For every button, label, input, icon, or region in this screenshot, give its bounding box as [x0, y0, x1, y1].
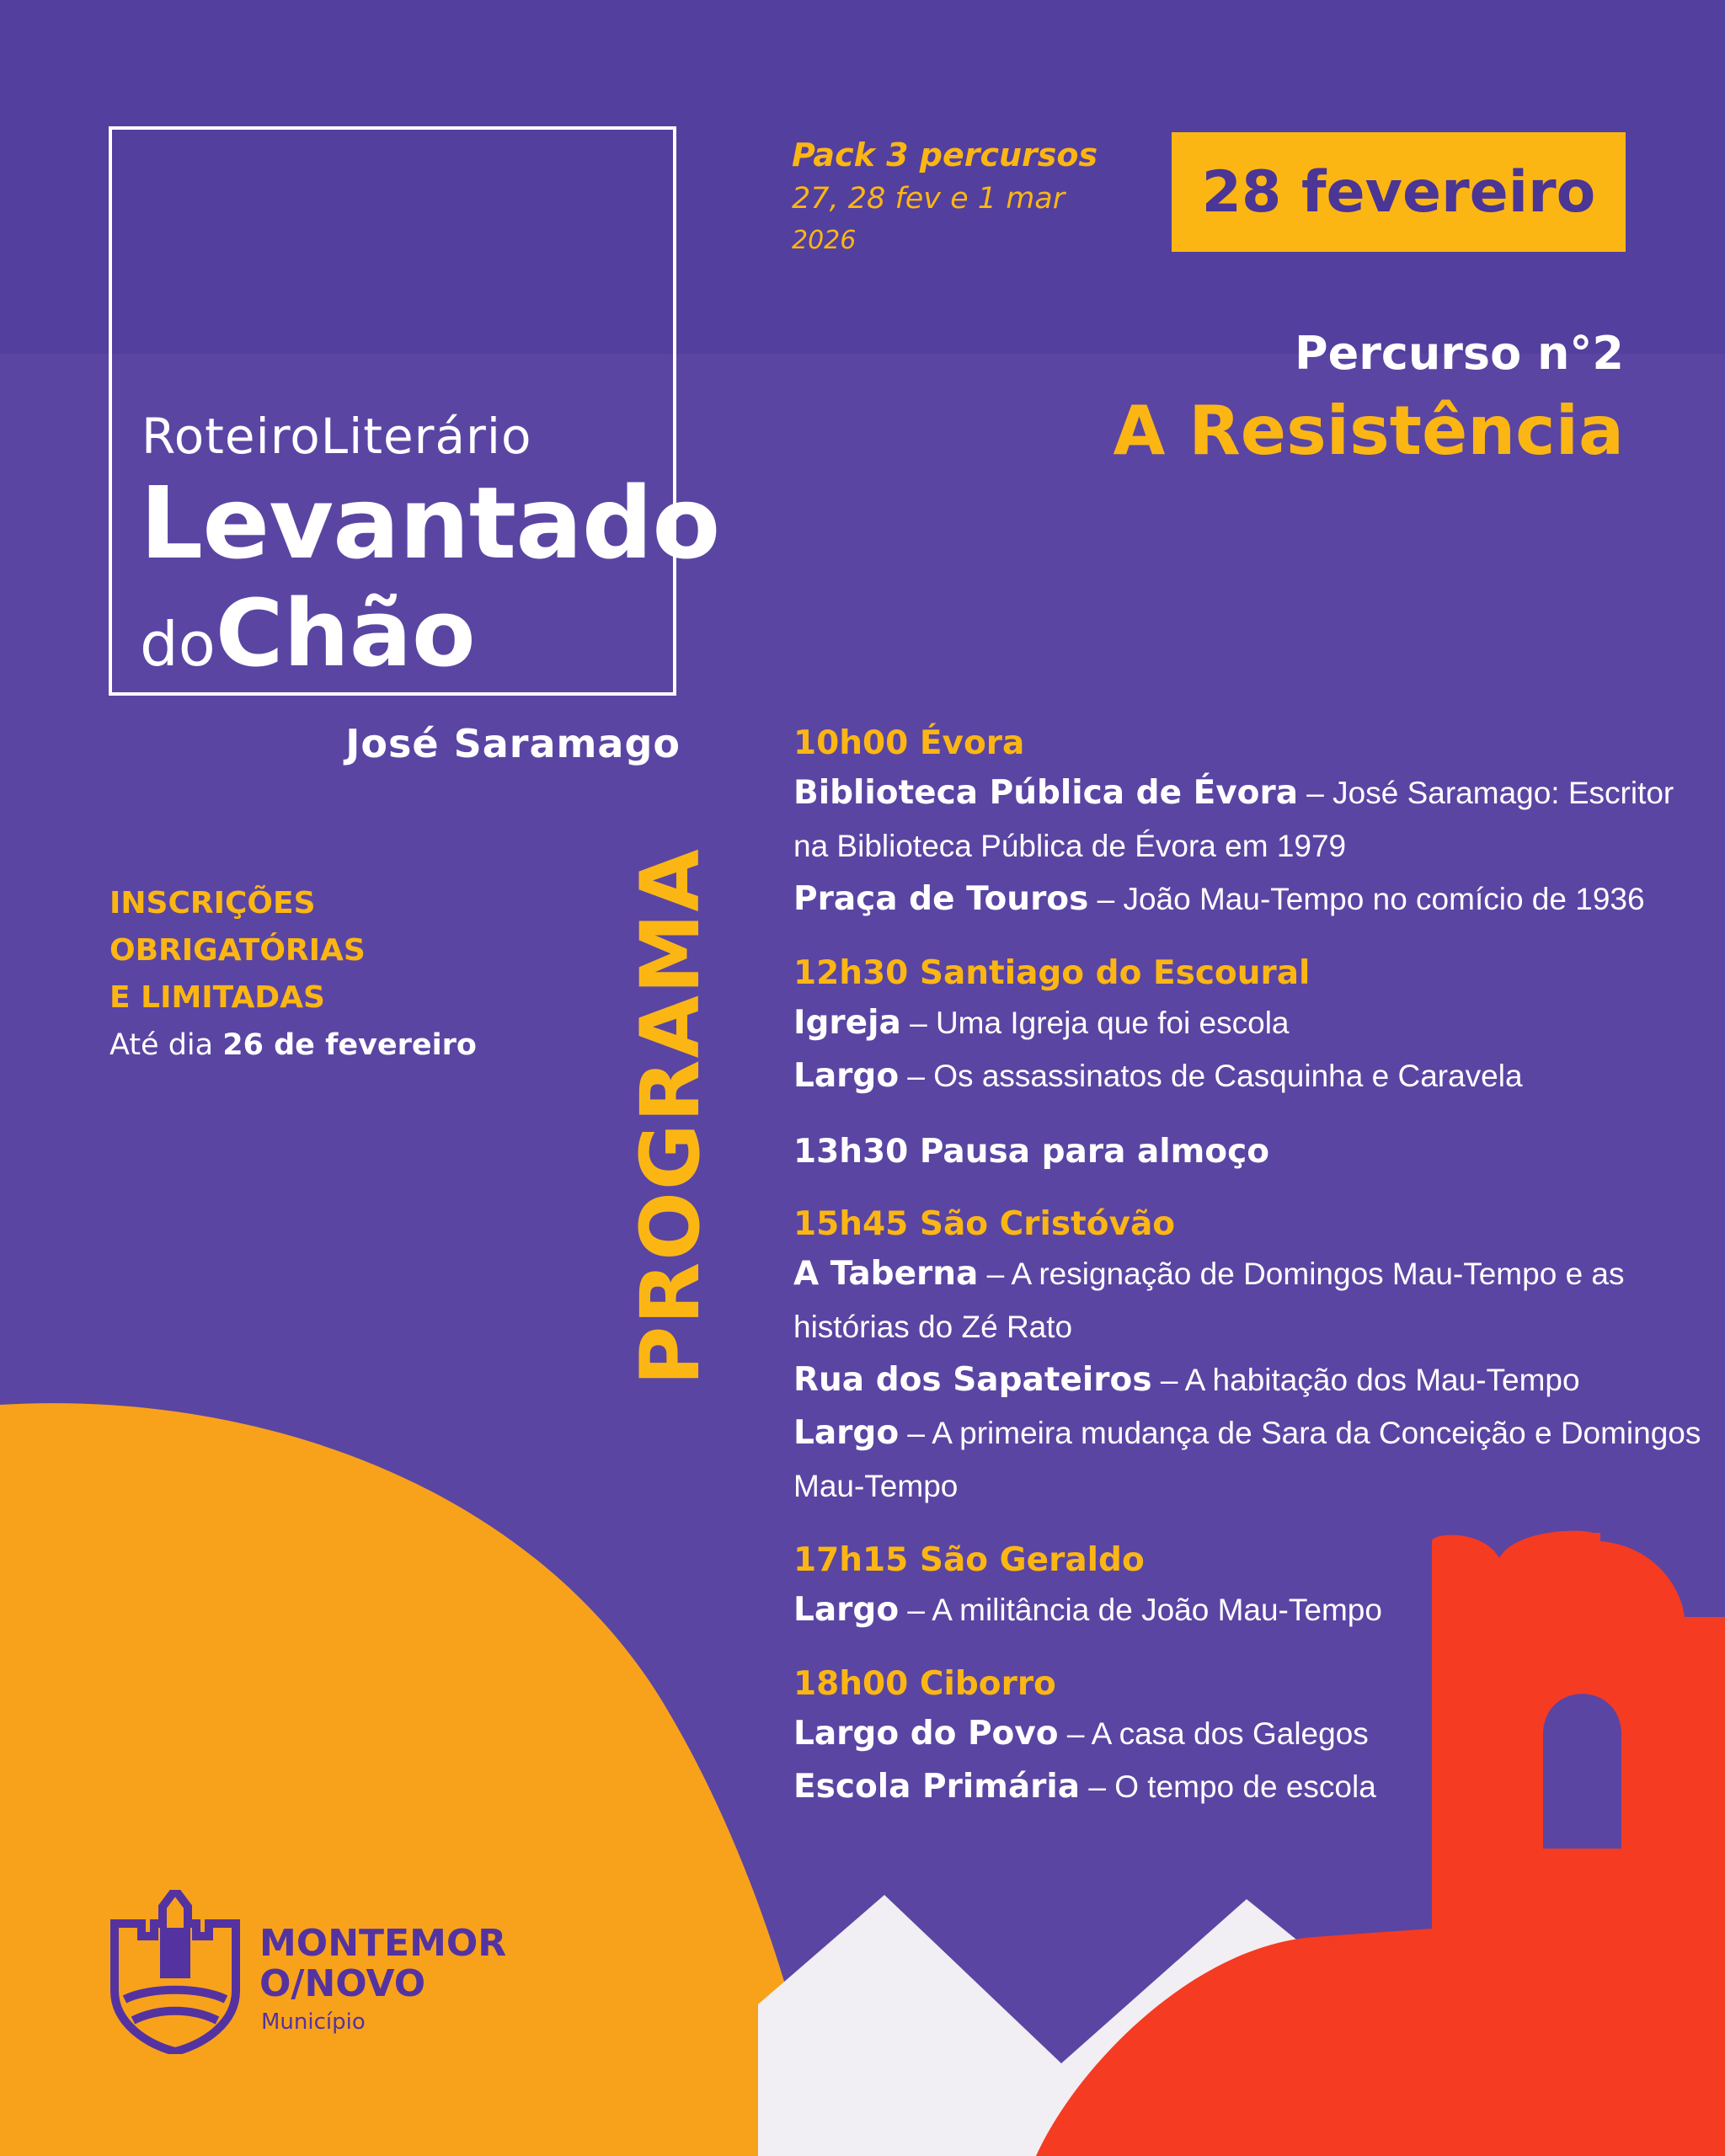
schedule-block-sao-cristovao [793, 1201, 1712, 1513]
title-line-levantado: Levantado [140, 465, 720, 581]
schedule-item [793, 1354, 1712, 1407]
item-place: Largo [793, 1057, 900, 1095]
route-name: A Resistência [1113, 392, 1624, 470]
programa-vertical-label: PROGRAMA [623, 847, 718, 1385]
schedule-block-ciborro [793, 1661, 1712, 1814]
slot-time: 18h00 Ciborro [793, 1665, 1056, 1703]
pack-label: Pack 3 percursos [792, 136, 1098, 173]
registration-line-3: E LIMITADAS [109, 980, 325, 1015]
slot-time: 15h45 São Cristóvão [793, 1205, 1176, 1243]
title-do: do [140, 609, 216, 680]
registration-notice [109, 880, 477, 1069]
item-place: Biblioteca Pública de Évora [793, 774, 1299, 812]
item-description: – A militância de João Mau-Tempo [899, 1593, 1382, 1627]
pack-dates: 27, 28 fev e 1 mar [792, 182, 1065, 216]
pack-info [792, 136, 1097, 255]
deadline-prefix: Até dia [109, 1028, 223, 1062]
slot-time: 12h30 Santiago do Escoural [793, 954, 1311, 992]
schedule-item [793, 1584, 1712, 1637]
schedule-item [793, 1050, 1712, 1103]
item-description: – Os assassinatos de Casquinha e Caravela [899, 1059, 1523, 1093]
schedule-item [793, 1248, 1712, 1354]
route-number: Percurso n°2 [1295, 327, 1624, 380]
schedule-item [793, 1407, 1712, 1513]
item-place: Praça de Touros [793, 880, 1089, 918]
registration-deadline [109, 1022, 477, 1069]
logo-line-2: O/NOVO [259, 1962, 426, 2005]
item-description: – A casa dos Galegos [1058, 1716, 1369, 1751]
item-place: Escola Primária [793, 1768, 1081, 1806]
schedule-item [793, 873, 1712, 926]
schedule-item [793, 997, 1712, 1050]
registration-line-1: INSCRIÇÕES [109, 886, 316, 921]
logo-line-3: Município [261, 2009, 366, 2035]
item-description: – O tempo de escola [1080, 1769, 1376, 1804]
item-place: Rua dos Sapateiros [793, 1361, 1152, 1399]
slot-time: 10h00 Évora [793, 724, 1025, 762]
pack-year: 2026 [792, 226, 857, 255]
schedule-item [793, 1708, 1712, 1761]
item-description: – A habitação dos Mau-Tempo [1151, 1363, 1580, 1397]
schedule-item [793, 1761, 1712, 1814]
item-description: – José Saramago: Escritor na Biblioteca Pública de Évora em 1979 [793, 776, 1674, 863]
author-name: José Saramago [345, 721, 681, 766]
item-description: – A primeira mudança de Sara da Conceição e Domingos Mau-Tempo [793, 1416, 1701, 1503]
deadline-date: 26 de fevereiro [222, 1028, 477, 1062]
program-schedule [793, 720, 1712, 1838]
date-badge: 28 fevereiro [1172, 132, 1626, 252]
item-place: Largo [793, 1414, 900, 1452]
item-description: – A resignação de Domingos Mau-Tempo e as histórias do Zé Rato [793, 1257, 1625, 1344]
lunch-break: 13h30 Pausa para almoço [793, 1133, 1270, 1171]
item-place: Igreja [793, 1004, 901, 1042]
logo-line-1: MONTEMOR [259, 1922, 507, 1965]
item-place: A Taberna [793, 1255, 979, 1293]
schedule-block-escoural [793, 950, 1712, 1103]
title-chao: Chão [215, 579, 476, 687]
item-place: Largo [793, 1591, 900, 1629]
schedule-block-sao-geraldo [793, 1537, 1712, 1637]
item-description: – João Mau-Tempo no comício de 1936 [1088, 882, 1645, 916]
registration-line-2: OBRIGATÓRIAS [109, 933, 366, 968]
item-description: – Uma Igreja que foi escola [900, 1006, 1290, 1040]
title-line-roteiro: RoteiroLiterário [142, 408, 532, 465]
schedule-item [793, 767, 1712, 873]
castle-shield-icon [108, 1890, 243, 2054]
slot-time: 17h15 São Geraldo [793, 1541, 1145, 1579]
item-place: Largo do Povo [793, 1715, 1059, 1753]
title-line-dochao [140, 579, 476, 687]
schedule-block-evora [793, 720, 1712, 926]
